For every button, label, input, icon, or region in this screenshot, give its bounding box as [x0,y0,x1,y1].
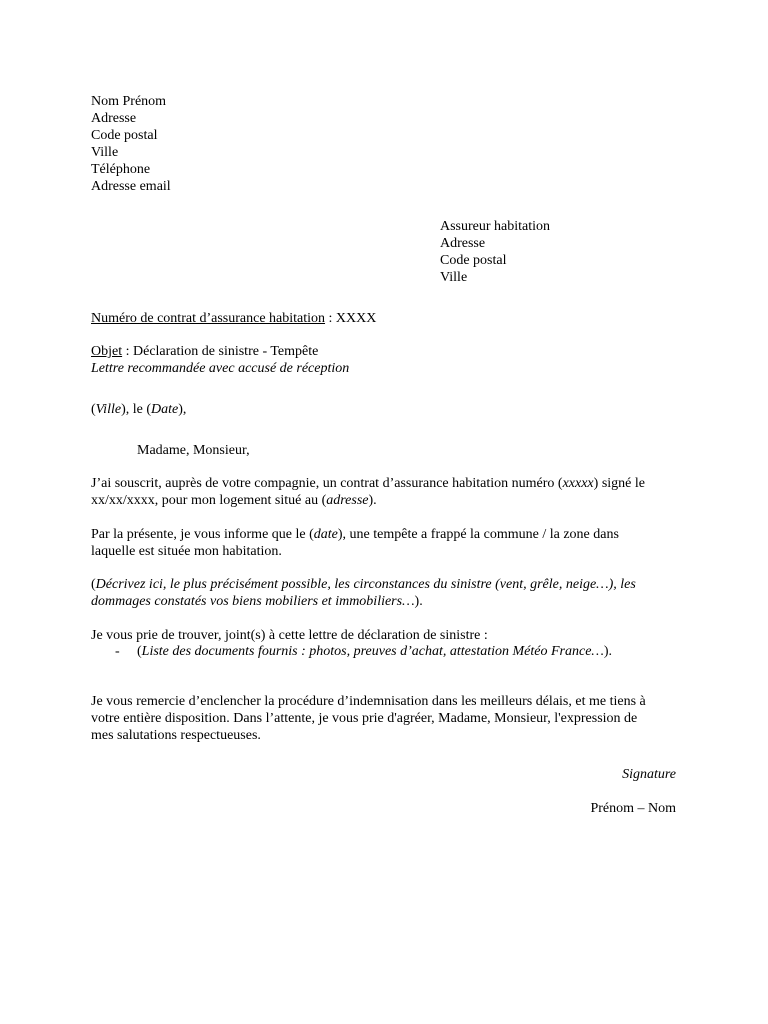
sender-email: Adresse email [91,179,171,194]
p1-text-c: xx/xx/xxxx, pour mon logement situé au ( [91,493,327,508]
p2-text-b: ), une tempête a frappé la commune / la zone dans [337,527,619,542]
contract-label: Numéro de contrat d’assurance habitation [91,311,326,326]
p1-text-d: ). [368,493,377,508]
p1-text-a: J’ai souscrit, auprès de votre compagnie, un contrat d’assurance habitation numéro ( [91,476,563,491]
signature: Signature [622,767,676,782]
paragraph3-line2 [91,593,423,610]
paragraph3-line1 [91,576,636,593]
contract-line [91,310,376,327]
contract-value: XXXX [335,311,377,326]
p2-date: date [313,527,338,542]
recipient-postal-code: Code postal [440,253,507,268]
p1-address: adresse [326,493,369,508]
p1-contract-number: xxxxx [562,476,594,491]
list-item-text: Liste des documents fournis : photos, preuves d’achat, attestation Météo France… [141,644,604,659]
place-city: Ville [95,402,122,417]
sender-city: Ville [91,145,119,160]
subject-separator: : [122,344,133,359]
p3-close: ). [414,594,423,609]
subject-value: Déclaration de sinistre - Tempête [133,344,319,359]
place-date-line [91,401,186,418]
p3-open: ( [91,577,96,592]
paragraph5-line2: votre entière disposition. Dans l’attente, je vous prie d'agréer, Madame, Monsieur, l'expression de [91,711,638,726]
paragraph2-line2: laquelle est située mon habitation. [91,544,282,559]
place-date: Date [151,402,179,417]
sender-phone: Téléphone [91,162,151,177]
paragraph2-line1 [91,526,619,543]
sender-address: Adresse [91,111,137,126]
p3-text-b: dommages constatés vos biens mobiliers et immobiliers… [91,594,415,609]
place-date-mid: ), le ( [121,402,152,417]
recipient-city: Ville [440,270,468,285]
paragraph5-line1: Je vous remercie d’enclencher la procédure d’indemnisation dans les meilleurs délais, et me tiens à [91,694,646,709]
p2-text-a: Par la présente, je vous informe que le ( [91,527,314,542]
place-date-close: ), [178,402,187,417]
paragraph1-line1 [91,475,645,492]
subject-mode: Lettre recommandée avec accusé de réception [91,361,350,376]
closing-name: Prénom – Nom [590,801,676,816]
salutation: Madame, Monsieur, [137,443,250,458]
paragraph4-intro: Je vous prie de trouver, joint(s) à cette lettre de déclaration de sinistre : [91,628,488,643]
sender-postal-code: Code postal [91,128,158,143]
subject-label: Objet [91,344,123,359]
list-item-close: ). [603,644,613,659]
paragraph1-line2 [91,492,377,509]
sender-name: Nom Prénom [91,94,167,109]
paragraph5-line3: mes salutations respectueuses. [91,728,261,743]
list-item-open: ( [137,644,142,659]
p1-text-b: ) signé le [593,476,645,491]
recipient-name: Assureur habitation [440,219,551,234]
p3-text-a: Décrivez ici, le plus précisément possible, les circonstances du sinistre (vent, grêle, neige…), les [95,577,636,592]
contract-separator: : [325,311,336,326]
place-date-open: ( [91,402,96,417]
subject-line [91,343,318,360]
recipient-address: Adresse [440,236,486,251]
list-bullet: - [115,644,120,659]
list-item [137,643,612,660]
